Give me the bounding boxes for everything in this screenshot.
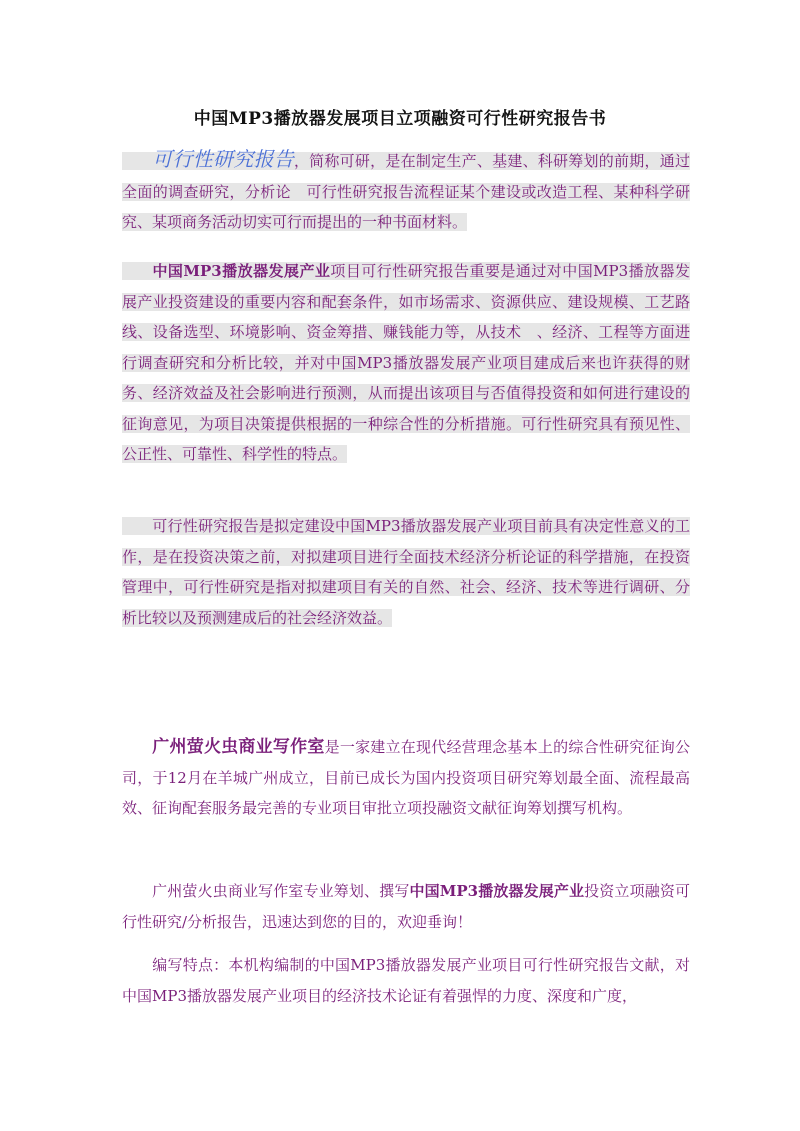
document-title: 中国MP3播放器发展项目立项融资可行性研究报告书 (193, 109, 607, 129)
paragraph-service (122, 876, 690, 937)
industry-name-bold: 中国MP3播放器发展产业 (409, 882, 585, 900)
paragraph-feasibility-importance (122, 511, 690, 633)
paragraph-text: 编写特点：本机构编制的中国MP3播放器发展产业项目可行性研究报告文献，对中国MP3播放器发展产业项目的经济技术论证有着强悍的力度、深度和广度， (122, 956, 690, 1005)
highlighted-text (122, 262, 690, 463)
highlighted-text (122, 517, 690, 627)
paragraph-feasibility-definition (122, 144, 690, 238)
paragraph-writing-features (122, 950, 690, 1011)
feasibility-report-term: 可行性研究报告 (152, 147, 294, 171)
paragraph-text-pre: 广州萤火虫商业写作室专业筹划、撰写 (152, 882, 410, 900)
paragraph-company-intro (122, 732, 690, 824)
paragraph-text: 项目可行性研究报告重要是通过对中国MP3播放器发展产业投资建设的重要内容和配套条件，如市场需求、资源供应、建设规模、工艺路线、设备选型、环境影响、资金筹措、赚钱能力等，从技术 、经济、工程等方面进行调查研究和分析比较，并对中国MP3播放器发展产业项目建成后来也许获得的财务、经济效益及社会影响进行预测，从而提出该项目与否值得投资和如何进行建设的征询意见，为项目决策提供根据的一种综合性的分析措施。可行性研究具有预见性、公正性、可靠性、科学性的特点。 (122, 262, 691, 463)
highlighted-text (122, 147, 690, 231)
paragraph-text: 可行性研究报告是拟定建设中国MP3播放器发展产业项目前具有决定性意义的工作，是在投资决策之前，对拟建项目进行全面技术经济分析论证的科学措施，在投资管理中，可行性研究是指对拟建项目有关的自然、社会、经济、技术等进行调研、分析比较以及预测建成后的社会经济效益。 (122, 517, 690, 627)
paragraph-text-post: 投资立项融资可行性研究/分析报告，迅速达到您的目的，欢迎垂询！ (122, 882, 690, 931)
paragraph-text: 是一家建立在现代经营理念基本上的综合性研究征询公司，于12月在羊城广州成立，目前已成长为国内投资项目研究筹划最全面、流程最高效、征询配套服务最完善的专业项目审批立项投融资文献征询筹划撰写机构。 (122, 738, 690, 817)
paragraph-project-feasibility (122, 256, 690, 470)
paragraph-text: ，简称可研，是在制定生产、基建、科研筹划的前期，通过全面的调查研究，分析论 可行性研究报告流程证某个建设或改造工程、某种科学研究、某项商务活动切实可行而提出的一种书面材料。 (122, 152, 690, 231)
industry-name-bold: 中国MP3播放器发展产业 (152, 262, 331, 280)
company-name: 广州萤火虫商业写作室 (152, 737, 325, 757)
